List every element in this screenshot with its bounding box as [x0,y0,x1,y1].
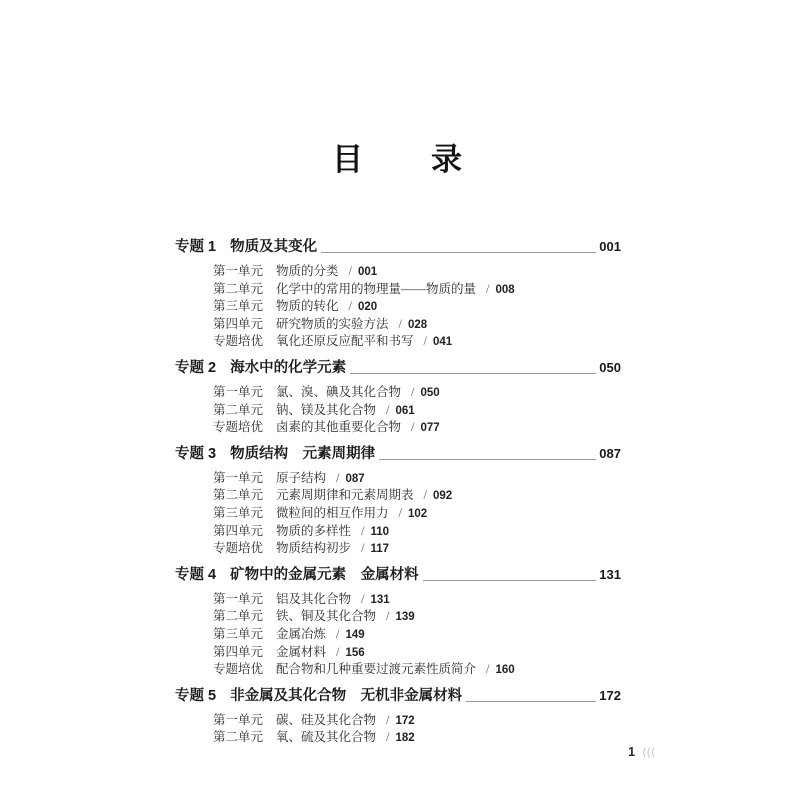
item-separator: / [336,644,340,659]
toc-section [175,442,621,556]
section-label: 专题 4 [175,566,217,583]
toc-item [213,538,621,556]
item-separator: / [423,488,428,503]
item-title: 铁、铜及其化合物 [276,609,377,624]
item-title: 化学中的常用的物理量——物质的量 [276,281,477,296]
item-separator: / [486,281,490,296]
item-label: 第四单元 [213,316,264,331]
item-page-number: 110 [370,525,390,538]
toc-item [213,279,621,297]
item-label: 第二单元 [213,730,264,745]
toc-item [213,485,621,503]
toc-section [175,356,621,435]
item-separator: / [386,712,390,727]
item-title: 金属材料 [276,644,327,659]
section-label: 专题 3 [175,445,217,462]
toc-item [213,314,621,332]
item-separator: / [398,505,403,520]
item-title: 氧化还原反应配平和书写 [276,334,414,349]
section-page-number: 131 [599,566,621,582]
item-title: 碳、硅及其化合物 [276,712,377,727]
item-label: 第二单元 [213,402,264,417]
section-title: 非金属及其化合物 无机非金属材料 [230,687,463,704]
item-separator: / [423,334,428,349]
item-label: 专题培优 [213,420,264,435]
toc-item [213,261,621,279]
section-label: 专题 5 [175,687,217,704]
item-title: 氯、溴、碘及其化合物 [276,384,402,399]
item-separator: / [348,264,353,278]
item-separator: / [361,591,365,606]
item-page-number: 149 [345,628,365,641]
item-page-number: 092 [433,490,453,503]
toc-item [213,642,621,660]
item-page-number: 102 [408,507,428,520]
section-title: 物质结构 元素周期律 [230,445,376,462]
item-label: 第一单元 [213,712,264,727]
leader-line [321,252,596,253]
item-label: 第二单元 [213,488,264,503]
toc-section-heading [175,442,621,463]
toc-item [213,417,621,435]
section-page-number: 172 [599,687,621,703]
toc-section [175,235,621,349]
section-label: 专题 2 [175,359,217,376]
item-label: 专题培优 [213,334,264,349]
item-separator: / [386,609,390,624]
item-separator: / [486,662,490,677]
toc-item [213,589,621,607]
toc-section-heading [175,684,621,705]
item-label: 第二单元 [213,609,264,624]
item-page-number: 160 [495,664,515,677]
toc-item [213,606,621,624]
section-page-number: 050 [599,359,621,375]
section-title: 物质及其变化 [230,239,318,255]
item-label: 第一单元 [213,264,264,278]
item-separator: / [398,316,403,331]
item-label: 第一单元 [213,470,264,485]
item-label: 第四单元 [213,644,264,659]
item-separator: / [361,541,365,556]
item-title: 物质的多样性 [276,523,352,538]
toc-section-heading [175,235,621,256]
item-title: 研究物质的实验方法 [276,316,389,331]
page-title: 目 录 [332,142,464,177]
item-separator: / [386,730,390,745]
toc-section-heading [175,563,621,584]
item-page-number: 131 [370,593,390,606]
toc-item [213,296,621,314]
item-title: 配合物和几种重要过渡元素性质简介 [276,662,477,677]
toc-item [213,727,621,745]
toc-list [175,235,621,752]
item-page-number: 050 [420,386,440,399]
item-title: 金属冶炼 [276,626,327,641]
item-page-number: 077 [420,422,440,435]
item-label: 第四单元 [213,523,264,538]
toc-item [213,624,621,642]
item-label: 第一单元 [213,591,264,606]
item-title: 物质的转化 [276,299,339,314]
item-label: 专题培优 [213,541,264,556]
item-separator: / [361,523,365,538]
item-separator: / [336,470,340,485]
item-title: 氧、硫及其化合物 [276,730,377,745]
item-page-number: 139 [395,611,415,624]
footer-page-number: 1 [628,745,636,759]
item-title: 卤素的其他重要化合物 [276,420,402,435]
leader-line [379,459,596,460]
item-page-number: 020 [358,301,378,314]
item-title: 铝及其化合物 [276,591,352,606]
section-title: 海水中的化学元素 [230,359,347,376]
item-page-number: 172 [395,714,415,727]
item-separator: / [348,299,353,314]
leader-line [350,373,596,374]
section-page-number: 087 [599,445,621,461]
section-page-number: 001 [599,239,621,254]
toc-section-heading [175,356,621,377]
leader-line [466,701,596,702]
item-page-number: 041 [433,336,453,349]
toc-section [175,563,621,677]
toc-item [213,400,621,418]
leader-line [423,580,597,581]
item-title: 物质结构初步 [276,541,352,556]
toc-item [213,468,621,486]
footer-chevrons-icon: ⟨⟨⟨ [642,747,655,759]
item-label: 专题培优 [213,662,264,677]
item-title: 物质的分类 [276,264,339,278]
toc-section [175,684,621,745]
section-label: 专题 1 [175,239,217,255]
item-page-number: 028 [408,318,428,331]
section-title: 矿物中的金属元素 金属材料 [230,566,419,583]
item-label: 第三单元 [213,299,264,314]
item-separator: / [411,384,415,399]
item-page-number: 008 [495,283,515,296]
toc-item [213,382,621,400]
page-footer [0,745,655,759]
item-separator: / [411,420,415,435]
item-label: 第一单元 [213,384,264,399]
item-title: 微粒间的相互作用力 [276,505,389,520]
item-separator: / [336,626,340,641]
toc-item [213,503,621,521]
item-label: 第三单元 [213,626,264,641]
item-title: 钠、镁及其化合物 [276,402,377,417]
toc-item [213,710,621,728]
item-separator: / [386,402,390,417]
toc-item [213,659,621,677]
item-label: 第二单元 [213,281,264,296]
item-title: 原子结构 [276,470,327,485]
item-page-number: 156 [345,646,365,659]
item-page-number: 061 [395,404,415,417]
toc-item [213,331,621,349]
item-page-number: 182 [395,732,415,745]
item-title: 元素周期律和元素周期表 [276,488,414,503]
item-page-number: 117 [370,543,390,556]
item-page-number: 087 [345,472,365,485]
toc-item [213,521,621,539]
item-page-number: 001 [358,266,378,278]
item-label: 第三单元 [213,505,264,520]
